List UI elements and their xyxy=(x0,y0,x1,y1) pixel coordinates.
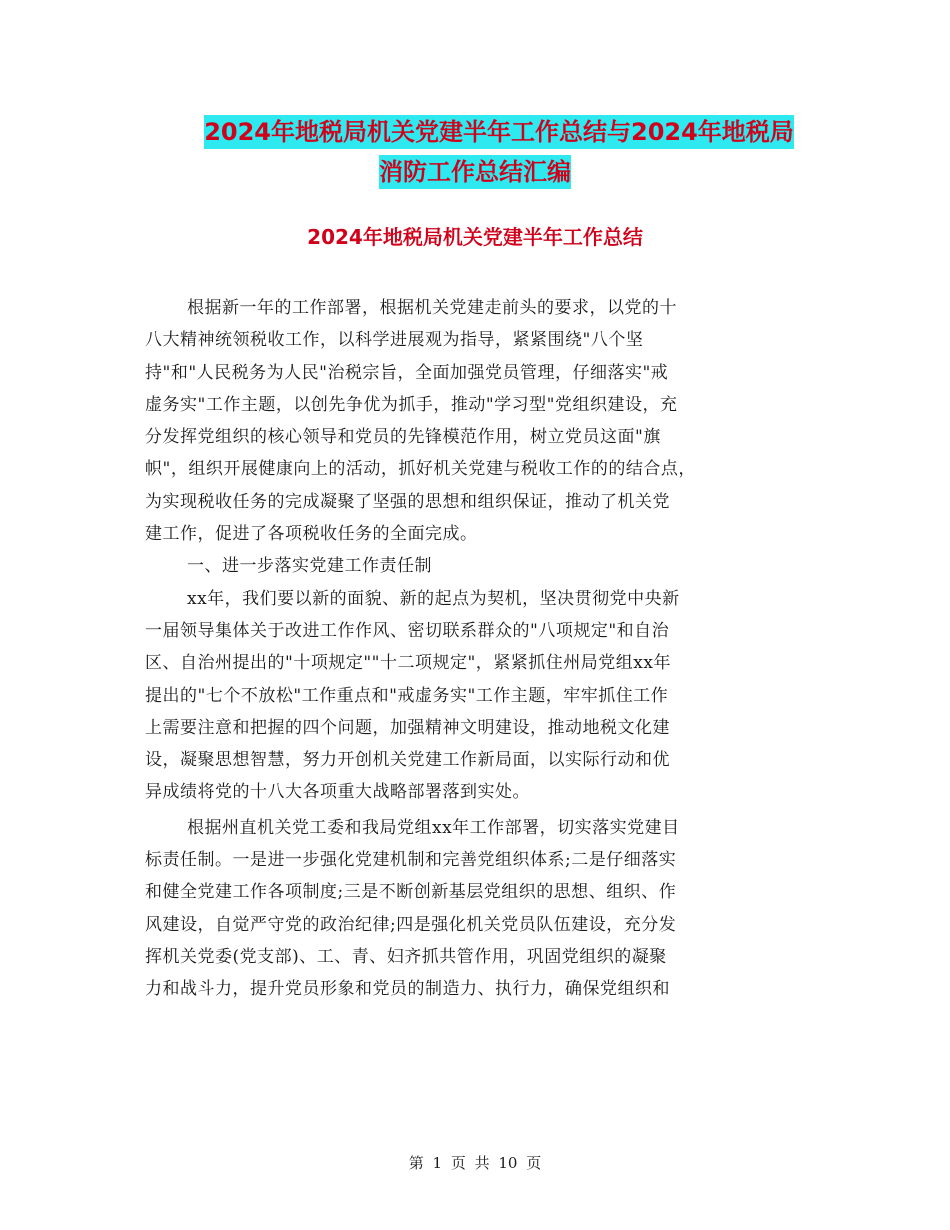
paragraph-line: 根据新一年的工作部署，根据机关党建走前头的要求，以党的十 xyxy=(187,298,677,318)
document-title xyxy=(0,112,950,192)
section-heading: 一、进一步落实党建工作责任制 xyxy=(187,556,432,577)
paragraph-line: 八大精神统领税收工作，以科学进展观为指导，紧紧围绕"八个坚 xyxy=(145,330,644,351)
paragraph-line: 标责任制。一是进一步强化党建机制和完善党组织体系;二是仔细落实 xyxy=(145,850,677,871)
paragraph-line: 风建设，自觉严守党的政治纪律;四是强化机关党员队伍建设，充分发 xyxy=(145,914,677,935)
paragraph-line: 提出的"七个不放松"工作重点和"戒虚务实"工作主题，牢牢抓住工作 xyxy=(145,685,669,706)
paragraph-line: 和健全党建工作各项制度;三是不断创新基层党组织的思想、组织、作 xyxy=(145,882,677,903)
section-title: 2024年地税局机关党建半年工作总结 xyxy=(307,225,643,249)
paragraph-line: 区、自治州提出的"十项规定""十二项规定"，紧紧抓住州局党组xx年 xyxy=(145,653,671,674)
paragraph-line: 挥机关党委(党支部)、工、青、妇齐抓共管作用，巩固党组织的凝聚 xyxy=(145,946,667,967)
paragraph-line: 力和战斗力，提升党员形象和党员的制造力、执行力，确保党组织和 xyxy=(145,979,670,1000)
title-line-1: 2024年地税局机关党建半年工作总结与2024年地税局 xyxy=(204,115,794,149)
paragraph-line: 为实现税收任务的完成凝聚了坚强的思想和组织保证，推动了机关党 xyxy=(145,491,670,512)
paragraph-line: 上需要注意和把握的四个问题，加强精神文明建设，推动地税文化建 xyxy=(145,717,670,738)
paragraph-line: 持"和"人民税务为人民"治税宗旨，全面加强党员管理，仔细落实"戒 xyxy=(145,362,669,383)
paragraph-line: 虚务实"工作主题，以创先争优为抓手，推动"学习型"党组织建设，充 xyxy=(145,394,678,415)
paragraph-line: 建工作，促进了各项税收任务的全面完成。 xyxy=(145,524,478,545)
page-footer: 第 1 页 共 10 页 xyxy=(408,1154,542,1172)
paragraph-line: xx年，我们要以新的面貌、新的起点为契机，坚决贯彻党中央新 xyxy=(187,588,680,609)
document-body xyxy=(145,292,805,1006)
paragraph-line: 设，凝聚思想智慧，努力开创机关党建工作新局面，以实际行动和优 xyxy=(145,750,670,771)
paragraph-line: 一届领导集体关于改进工作作风、密切联系群众的"八项规定"和自治 xyxy=(145,620,670,641)
paragraph-line: 根据州直机关党工委和我局党组xx年工作部署，切实落实党建目 xyxy=(187,817,680,838)
paragraph-line: 分发挥党组织的核心领导和党员的先锋模范作用，树立党员这面"旗 xyxy=(145,427,661,448)
paragraph-line: 帜"，组织开展健康向上的活动，抓好机关党建与税收工作的的结合点， xyxy=(145,459,696,480)
paragraph-line: 异成绩将党的十八大各项重大战略部署落到实处。 xyxy=(145,782,530,803)
title-line-2: 消防工作总结汇编 xyxy=(379,155,571,189)
